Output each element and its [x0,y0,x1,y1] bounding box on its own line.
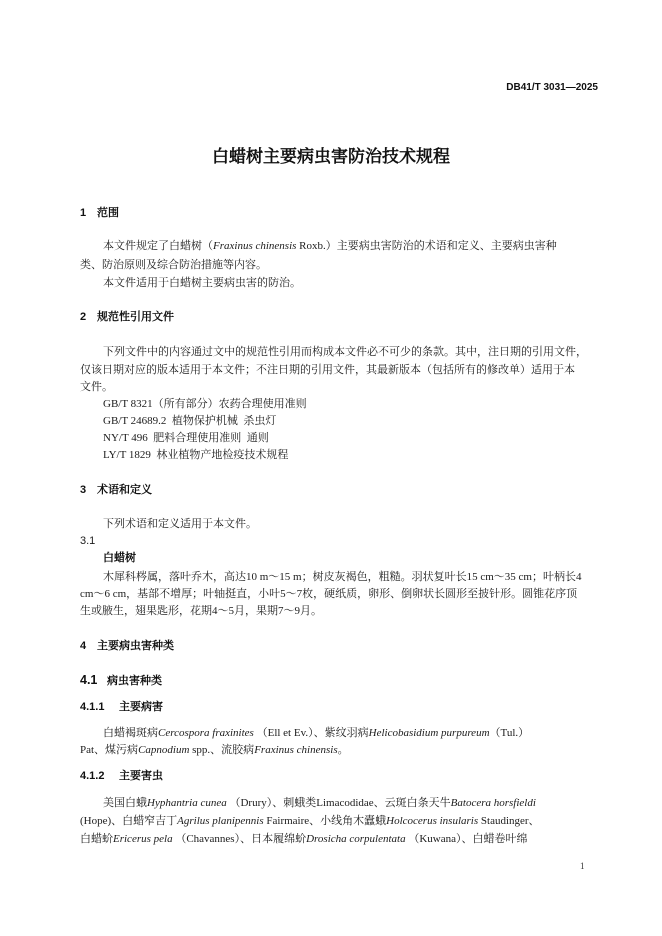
scientific-name: Cercospora fraxinites [158,727,254,739]
subsection-title: 主要害虫 [119,770,163,782]
section-number: 1 [80,207,87,219]
text-segment: Staudinger、 [478,815,540,827]
text-segment: （Drury）、刺蛾类Limacodidae、云斑白条天牛 [226,797,451,809]
insects-paragraph-line [80,814,540,828]
term-definition-line: 木犀科梣属，落叶乔木，高达10 m～15 m；树皮灰褐色，粗糙。羽状复叶长15 cm～35 cm；叶柄长4 [103,571,582,583]
text-segment: spp.、流胶病 [189,744,255,756]
references-intro-line: 文件。 [80,381,113,393]
term-name: 白蜡树 [103,552,136,564]
insects-paragraph-line [103,796,536,810]
section-title: 主要病虫害种类 [97,640,174,652]
document-code: DB41/T 3031—2025 [506,82,598,93]
reference-item: GB/T 8321（所有部分）农药合理使用准则 [103,398,307,410]
diseases-paragraph-line [80,743,349,757]
diseases-paragraph-line [103,726,529,740]
scientific-name: Fraxinus chinensis [213,240,297,252]
scientific-name: Hyphantria cunea [147,797,227,809]
text-segment: 白蜡蚧 [80,833,113,845]
section-heading-normative-references [80,310,174,324]
subsection-number: 4.1 [80,673,98,687]
term-definition-line: cm～6 cm，基部不增厚；叶轴挺直，小叶5～7枚，硬纸质，卵形、倒卵状长圆形至披针形。圆锥花序顶 [80,588,578,600]
text-segment: (Hope)、白蜡窄吉丁 [80,815,178,827]
document-title: 白蜡树主要病虫害防治技术规程 [212,147,450,166]
scientific-name: Fraxinus chinensis [254,744,338,756]
scope-paragraph-line: 类、防治原则及综合防治措施等内容。 [80,259,267,271]
insects-paragraph-line [80,832,528,846]
section-heading-terms [80,483,152,497]
reference-item: NY/T 496 肥料合理使用准则 通则 [103,432,269,444]
section-number: 4 [80,640,87,652]
section-heading-scope [80,206,119,220]
scientific-name: Agrilus planipennis [177,815,264,827]
scientific-name: Holcocerus insularis [386,815,479,827]
subsection-number: 4.1.1 [80,701,105,713]
terms-intro: 下列术语和定义适用于本文件。 [103,518,257,530]
text-segment: Pat、煤污病 [80,744,139,756]
text-segment: （Chavannes）、日本履绵蚧 [172,833,307,845]
section-heading-pests [80,639,174,653]
scope-paragraph-line [103,239,557,253]
section-number: 2 [80,311,87,323]
scope-paragraph: 本文件适用于白蜡树主要病虫害的防治。 [103,277,301,289]
text-segment: （Ell et Ev.）、紫纹羽病 [253,727,369,739]
text-segment: Roxb.）主要病虫害防治的术语和定义、主要病虫害种 [296,240,557,252]
section-number: 3 [80,484,87,496]
text-segment: 美国白蛾 [103,797,147,809]
subsection-title: 主要病害 [119,701,163,713]
section-title: 范围 [97,207,119,219]
page-number: 1 [580,861,585,871]
term-number: 3.1 [80,535,96,547]
reference-item: LY/T 1829 林业植物产地检疫技术规程 [103,449,289,461]
text-segment: 。 [337,744,349,756]
scientific-name: Batocera horsfieldi [450,797,536,809]
section-title: 术语和定义 [97,484,152,496]
text-segment: （Kuwana）、白蜡卷叶绵 [405,833,528,845]
references-intro-line: 下列文件中的内容通过文中的规范性引用而构成本文件必不可少的条款。其中，注日期的引用文件， [103,346,587,358]
text-segment: 本文件规定了白蜡树（ [103,240,213,252]
term-definition-line: 生或腋生，翅果匙形，花期4～5月，果期7～9月。 [80,605,322,617]
scientific-name: Helicobasidium purpureum [368,727,490,739]
subsection-heading-diseases [80,700,163,714]
scientific-name: Drosicha corpulentata [306,833,406,845]
subsection-heading-pest-types [80,673,162,688]
section-title: 规范性引用文件 [97,311,174,323]
text-segment: （Tul.） [489,727,530,739]
scientific-name: Ericerus pela [113,833,173,845]
references-intro-line: 仅该日期对应的版本适用于本文件；不注日期的引用文件，其最新版本（包括所有的修改单）适用于本 [80,364,575,376]
text-segment: 白蜡褐斑病 [103,727,158,739]
subsection-number: 4.1.2 [80,770,105,782]
scientific-name: Capnodium [138,744,190,756]
subsection-heading-insects [80,769,163,783]
text-segment: Fairmaire、小线角木蠹蛾 [263,815,387,827]
subsection-title: 病虫害种类 [107,675,162,687]
reference-item: GB/T 24689.2 植物保护机械 杀虫灯 [103,415,277,427]
